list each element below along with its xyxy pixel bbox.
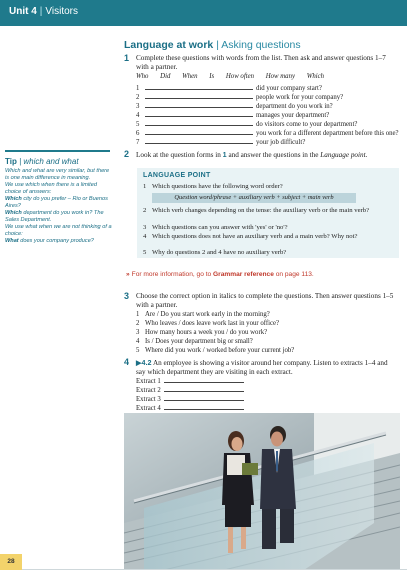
question-text: your job difficult?	[256, 139, 306, 146]
item-text: Which questions have the following word order?	[152, 183, 283, 190]
unit-label: Unit 4 | Visitors	[9, 6, 78, 17]
question-text: department do you work in?	[256, 103, 333, 110]
question-number: 2	[136, 94, 140, 101]
question-text: do visitors come to your department?	[256, 121, 358, 128]
item-text: Which questions can you answer with 'yes' or 'no'?	[152, 224, 288, 231]
question-number: 1	[136, 85, 140, 92]
instruction-part: and answer the questions in the	[226, 151, 321, 159]
page-number: 28	[0, 554, 22, 570]
unit-number: Unit 4	[9, 6, 37, 17]
exercise-instruction: Choose the correct option in italics to complete the questions. Then answer questions 1–5 with a partner.	[136, 292, 394, 309]
question-number: 5	[136, 121, 140, 128]
language-point-box	[137, 168, 399, 258]
option-question	[136, 311, 270, 320]
tip-example	[5, 238, 113, 245]
word-item: How many	[265, 73, 295, 80]
unit-topic: Visitors	[45, 6, 78, 17]
answer-blank[interactable]	[145, 111, 253, 117]
extract-line	[136, 395, 244, 404]
exercise-number: 1	[124, 53, 130, 63]
grammar-reference-link[interactable]: Grammar reference	[213, 271, 274, 278]
answer-blank[interactable]	[145, 102, 253, 108]
tip-paragraph: Which and what are very similar, but there is one main difference in meaning.	[5, 168, 110, 181]
word-item: When	[182, 73, 198, 80]
question-number: 7	[136, 139, 140, 146]
tip-title: Tip | which and what	[5, 157, 79, 166]
tip-example-text: city do you prefer – Rio or Buenos Aires?	[5, 196, 108, 209]
question-text: you work for a different department before this one?	[256, 130, 399, 137]
option-question	[136, 329, 267, 338]
question-text: Who leaves / does leave work last in your office?	[145, 320, 280, 327]
tip-keyword: Which	[5, 210, 22, 216]
tip-example-text: does your company produce?	[18, 238, 94, 244]
answer-blank[interactable]	[164, 404, 244, 410]
tip-paragraph: We use which when there is a limited choice of answers:	[5, 182, 97, 195]
language-point-heading: LANGUAGE POINT	[143, 172, 211, 179]
question-line	[136, 111, 329, 120]
question-text: people work for your company?	[256, 94, 344, 101]
footer-rule	[22, 569, 407, 570]
question-line	[136, 120, 357, 129]
extract-line	[136, 386, 244, 395]
question-line	[136, 102, 333, 111]
question-text: Are / Do you start work early in the morning?	[145, 311, 270, 318]
tip-divider	[5, 150, 110, 152]
tip-keyword: Which	[5, 196, 22, 202]
answer-blank[interactable]	[145, 93, 253, 99]
word-item: Is	[209, 73, 215, 80]
question-text: Is / Does your department big or small?	[145, 338, 253, 345]
option-question	[136, 347, 294, 356]
tip-label: Tip	[5, 157, 17, 166]
word-list	[136, 73, 334, 80]
question-number: 6	[136, 130, 140, 137]
question-line	[136, 84, 322, 93]
tip-example	[5, 196, 113, 210]
question-line	[136, 93, 343, 102]
question-number: 5	[136, 347, 140, 354]
tip-example	[5, 210, 113, 224]
grammar-reference-note	[126, 271, 314, 278]
extract-label: Extract 3	[136, 396, 161, 403]
item-number: 5	[143, 249, 147, 256]
answer-blank[interactable]	[145, 120, 253, 126]
extract-line	[136, 404, 244, 413]
answer-blank[interactable]	[145, 129, 253, 135]
item-text: Which verb changes depending on the tense: the auxiliary verb or the main verb?	[152, 207, 370, 214]
answer-blank[interactable]	[164, 386, 244, 392]
exercise-number: 3	[124, 291, 130, 301]
question-line	[136, 129, 399, 138]
question-text: did your company start?	[256, 85, 322, 92]
instruction-part: Look at the question forms in	[136, 151, 223, 159]
double-chevron-icon: »	[126, 271, 130, 278]
answer-blank[interactable]	[164, 395, 244, 401]
section-title-main: Language at work	[124, 39, 214, 51]
instruction-part: Language point.	[320, 151, 368, 159]
extract-label: Extract 1	[136, 378, 161, 385]
exercise-number: 4	[124, 357, 130, 367]
extract-label: Extract 2	[136, 387, 161, 394]
tip-topic: which and what	[23, 157, 79, 166]
question-number: 3	[136, 103, 140, 110]
photo-staircase-visitors	[124, 413, 400, 570]
item-number: 4	[143, 233, 147, 240]
question-text: manages your department?	[256, 112, 330, 119]
word-item: How often	[225, 73, 255, 80]
extract-label: Extract 4	[136, 405, 161, 412]
tip-keyword: What	[5, 238, 19, 244]
note-text: on page 113.	[273, 271, 314, 278]
option-question	[136, 320, 279, 329]
item-text: Why do questions 2 and 4 have no auxiliary verb?	[152, 249, 287, 256]
item-text: Which questions does not have an auxiliary verb and a main verb? Why not?	[152, 233, 358, 240]
question-number: 4	[136, 112, 140, 119]
instruction-text: An employee is showing a visitor around her company. Listen to extracts 1–4 and say which department they are visiting in each extract.	[136, 359, 388, 376]
option-question	[136, 338, 253, 347]
staircase-illustration	[124, 413, 400, 570]
audio-track-icon[interactable]: ▶4.2	[136, 358, 152, 367]
unit-header-bar	[0, 0, 407, 26]
question-number: 4	[136, 338, 140, 345]
exercise-reference: 1	[222, 150, 227, 159]
word-item: Did	[160, 73, 171, 80]
exercise-instruction: Complete these questions with words from the list. Then ask and answer questions 1–7 with a partner.	[136, 54, 386, 71]
tip-paragraph: We use what when we are not thinking of a choice:	[5, 224, 112, 237]
tip-body	[5, 168, 113, 245]
question-text: Where did you work / worked before your current job?	[145, 347, 295, 354]
section-subtitle: Asking questions	[221, 39, 301, 51]
word-item: Who	[136, 73, 149, 80]
item-number: 3	[143, 224, 147, 231]
answer-blank[interactable]	[145, 138, 253, 144]
question-line	[136, 138, 305, 147]
word-item: Which	[306, 73, 325, 80]
word-order-formula: Question word/phrase + auxiliary verb + subject + main verb	[152, 193, 356, 203]
question-number: 3	[136, 329, 140, 336]
exercise-number: 2	[124, 149, 130, 159]
note-text: For more information, go to	[131, 271, 214, 278]
question-number: 2	[136, 320, 140, 327]
exercise-instruction	[136, 358, 398, 377]
question-text: How many hours a week you / do you work?	[145, 329, 268, 336]
section-title: Language at work | Asking questions	[124, 39, 301, 51]
answer-blank[interactable]	[164, 377, 244, 383]
question-number: 1	[136, 311, 140, 318]
item-number: 2	[143, 207, 147, 214]
exercise-instruction	[136, 150, 407, 160]
tip-example-text: department do you work in? The Sales Department.	[5, 210, 104, 223]
extract-line	[136, 377, 244, 386]
answer-blank[interactable]	[145, 84, 253, 90]
item-number: 1	[143, 183, 147, 190]
